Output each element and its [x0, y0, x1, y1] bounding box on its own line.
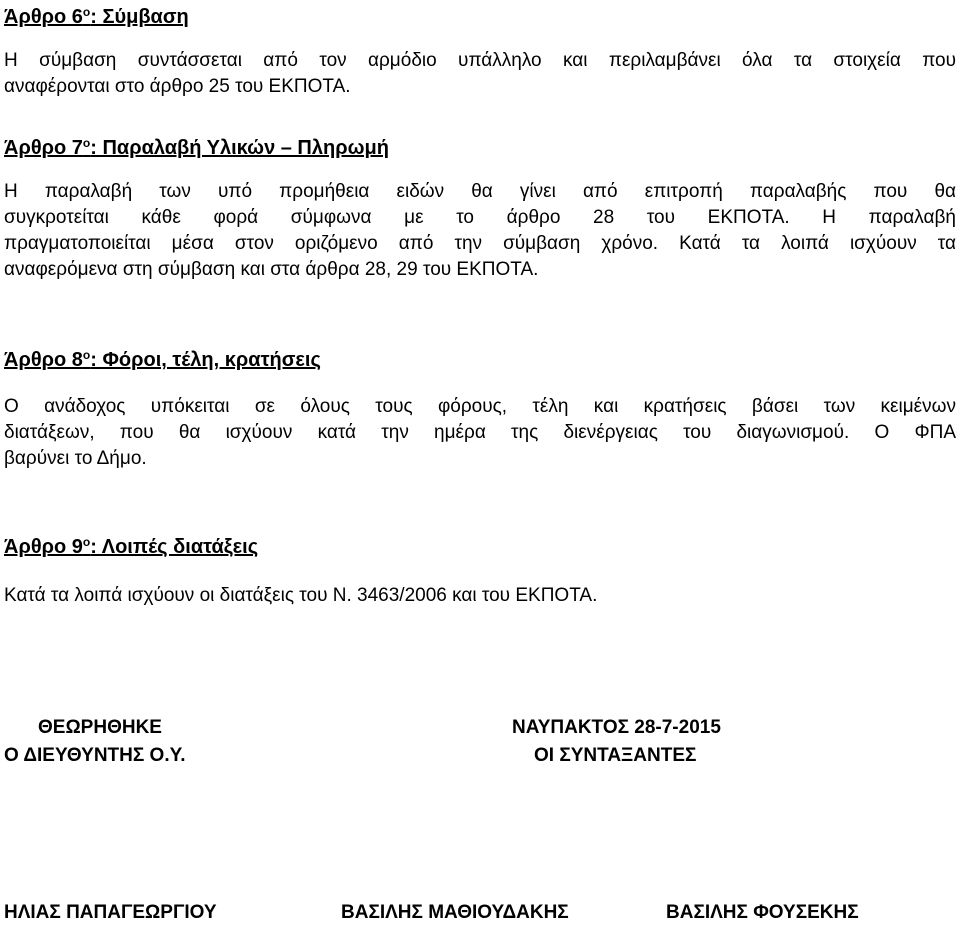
article-6-body — [4, 48, 956, 100]
signatory-name: ΒΑΣΙΛΗΣ ΦΟΥΣΕΚΗΣ — [666, 902, 859, 923]
paragraph-line: Η παραλαβή των υπό προμήθεια ειδών θα γίνει από επιτροπή παραλαβής που θα — [4, 181, 956, 202]
article-8-body — [4, 394, 956, 472]
place-date-label: ΝΑΥΠΑΚΤΟΣ 28-7-2015 — [512, 717, 721, 738]
paragraph-line: βαρύνει το Δήμο. — [4, 448, 147, 469]
paragraph-line: διατάξεων, που θα ισχύουν κατά την ημέρα της διενέργειας του διαγωνισμού. Ο ΦΠΑ — [4, 422, 956, 443]
article-6-heading: Άρθρο $6^o$: Σύμβαση — [4, 5, 189, 28]
article-7-body — [4, 179, 956, 283]
paragraph-line: αναφερόμενα στη σύμβαση και στα άρθρα 28, 29 του ΕΚΠΟΤΑ. — [4, 259, 539, 280]
paragraph-line: συγκροτείται κάθε φορά σύμφωνα με το άρθρο 28 του ΕΚΠΟΤΑ. Η παραλαβή — [4, 207, 956, 228]
article-9-body: Κατά τα λοιπά ισχύουν οι διατάξεις του Ν. 3463/2006 και του ΕΚΠΟΤΑ. — [4, 585, 598, 606]
director-label: Ο ΔΙΕΥΘΥΝΤΗΣ Ο.Υ. — [4, 745, 186, 766]
approved-label: ΘΕΩΡΗΘΗΚΕ — [38, 717, 162, 738]
article-7-heading: Άρθρο $7^o$: Παραλαβή Υλικών – Πληρωμή — [4, 136, 389, 159]
article-9-heading: Άρθρο $9^o$: Λοιπές διατάξεις — [4, 535, 259, 558]
authors-label: ΟΙ ΣΥΝΤΑΞΑΝΤΕΣ — [534, 745, 697, 766]
paragraph-line: Ο ανάδοχος υπόκειται σε όλους τους φόρους, τέλη και κρατήσεις βάσει των κειμένων — [4, 396, 956, 417]
article-8-heading: Άρθρο $8^o$: Φόροι, τέλη, κρατήσεις — [4, 348, 321, 371]
paragraph-line: Η σύμβαση συντάσσεται από τον αρμόδιο υπάλληλο και περιλαμβάνει όλα τα στοιχεία που — [4, 50, 956, 71]
signatory-name: ΗΛΙΑΣ ΠΑΠΑΓΕΩΡΓΙΟΥ — [4, 902, 217, 923]
paragraph-line: πραγματοποιείται μέσα στον οριζόμενο από την σύμβαση χρόνο. Κατά τα λοιπά ισχύουν τα — [4, 233, 956, 254]
paragraph-line: αναφέρονται στο άρθρο 25 του ΕΚΠΟΤΑ. — [4, 76, 351, 97]
signatory-name: ΒΑΣΙΛΗΣ ΜΑΘΙΟΥΔΑΚΗΣ — [341, 902, 569, 923]
